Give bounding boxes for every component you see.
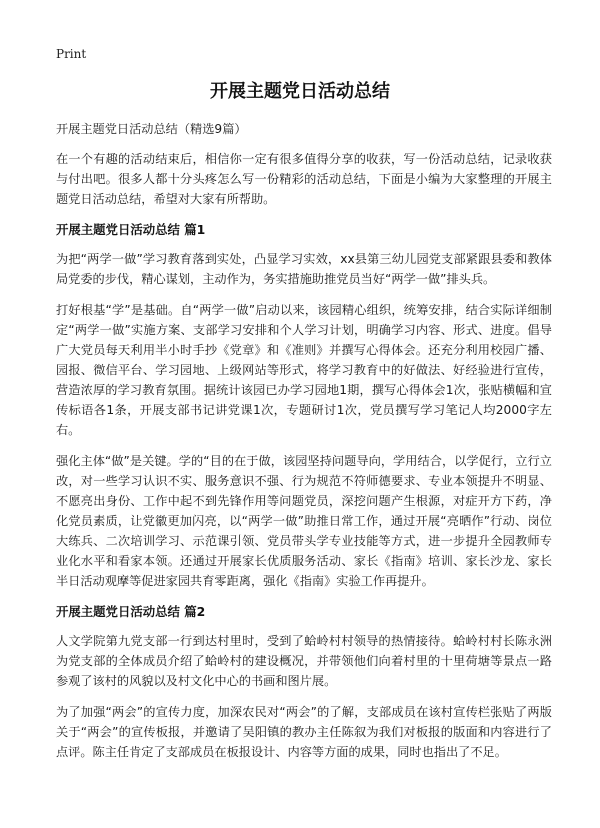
print-link[interactable]: Print bbox=[56, 47, 87, 61]
section-heading-1: 开展主题党日活动总结 篇1 bbox=[56, 222, 206, 237]
page-title: 开展主题党日活动总结 bbox=[210, 81, 390, 102]
section-1-paragraph-2: 打好根基“学”是基础。自“两学一做”启动以来，该园精心组织，统筹安排，结合实际详细制定“两学一做”实施方案、支部学习安排和个人学习计划，明确学习内容、形式、进度。倡导广大党员每天利用半小时手抄《党章》和《准则》并撰写心得体会。还充分利用校园广播、园报、微信平台、学习园地、上级网站等形式，将学习教育中的好做法、好经验进行宣传，营造浓厚的学习教育氛围。据统计该园已办学习园地1期，撰写心得体会1次，张贴横幅和宣传标语各1条，开展支部书记讲党课1次，专题研讨1次，党员撰写学习笔记人均2000字左右。 bbox=[56, 303, 552, 437]
section-1-paragraph-1: 为把“两学一做”学习教育落到实处，凸显学习实效，xx县第三幼儿园党支部紧跟县委和教体局党委的步伐，精心谋划，主动作为，务实措施助推党员当好“两学一做”排头兵。 bbox=[56, 252, 552, 286]
intro-paragraph: 在一个有趣的活动结束后，相信你一定有很多值得分享的收获，写一份活动总结，记录收获与付出吧。很多人都十分头疼怎么写一份精彩的活动总结，下面是小编为大家整理的开展主题党日活动总结，希望对大家有所帮助。 bbox=[56, 152, 552, 206]
article-body bbox=[56, 119, 552, 773]
section-2-paragraph-2: 为了加强“两会”的宣传力度，加深农民对“两会”的了解，支部成员在该村宣传栏张贴了两版关于“两会”的宣传板报，并邀请了吴阳镇的教办主任陈叙为我们对板报的版面和内容进行了点评。陈主任肯定了支部成员在板报设计、内容等方面的成果，同时也指出了不足。 bbox=[56, 705, 552, 759]
section-2-paragraph-1: 人文学院第九党支部一行到达村里时，受到了蛤岭村村领导的热情接待。蛤岭村村长陈永洲为党支部的全体成员介绍了蛤岭村的建设概况，并带领他们向着村里的十里荷塘等景点一路参观了该村的风貌以及村文化中心的书画和图片展。 bbox=[56, 634, 552, 688]
article-subtitle: 开展主题党日活动总结（精选9篇） bbox=[56, 122, 247, 136]
section-heading-2: 开展主题党日活动总结 篇2 bbox=[56, 604, 206, 619]
section-1-paragraph-3: 强化主体“做”是关键。学的“目的在于做，该园坚持问题导向，学用结合，以学促行，立行立改，对一些学习认识不实、服务意识不强、行为规范不符师德要求、专业本领提升不明显、不愿亮出身份、工作中起不到先锋作用等问题党员，深挖问题产生根源，对症开方下药，净化党员素质，让党徽更加闪亮，以“两学一做”助推日常工作，通过开展“亮晒作”行动、岗位大练兵、二次培训学习、示范课引领、党员带头学专业技能等方式，进一步提升全园教师专业化水平和看家本领。还通过开展家长优质服务活动、家长《指南》培训、家长沙龙、家长半日活动观摩等促进家园共育零距离，强化《指南》实验工作再提升。 bbox=[56, 454, 552, 588]
